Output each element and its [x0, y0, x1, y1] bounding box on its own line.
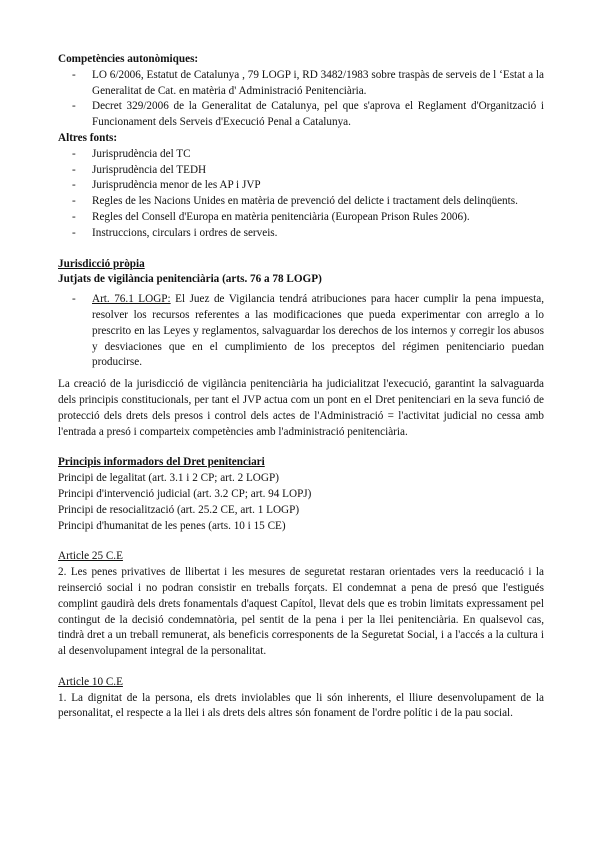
dash-bullet: -	[72, 195, 76, 208]
source-text: Instruccions, circulars i ordres de serveis.	[92, 226, 278, 239]
competencies-list	[58, 68, 544, 131]
source-text: Jurisprudència del TC	[92, 147, 191, 160]
source-text: Jurisprudència menor de les AP i JVP	[92, 179, 261, 192]
list-item	[58, 226, 544, 242]
article10-heading: Article 10 C.E	[58, 675, 123, 688]
list-item	[58, 147, 544, 163]
source-text: Regles del Consell d'Europa en matèria penitenciària (European Prison Rules 2006).	[92, 210, 470, 223]
competencies-heading: Competències autonòmiques:	[58, 53, 199, 65]
jurisdiction-heading: Jurisdicció pròpia	[58, 257, 145, 270]
competency-text: LO 6/2006, Estatut de Catalunya , 79 LOGP i, RD 3482/1983 sobre traspàs de serveis de l ‘Estat a la Generalitat de Cat. en matèria d' Administració Penitenciària.	[92, 68, 544, 97]
document-page	[58, 52, 544, 722]
dash-bullet: -	[72, 293, 76, 306]
competency-text: Decret 329/2006 de la Generalitat de Catalunya, pel que s'aprova el Reglament d'Organització i Funcionament dels Serveis d'Execució Penal a Catalunya.	[92, 100, 544, 129]
jurisdiction-list	[58, 292, 544, 371]
article-reference: Art. 76.1 LOGP:	[92, 293, 171, 306]
dash-bullet: -	[72, 68, 76, 81]
article10-text: 1. La dignitat de la persona, els drets inviolables que li són inherents, el lliure desenvolupament de la personalitat, el respecte a la llei i als drets dels altres són fonament de l'ordre polític i de la pau social.	[58, 691, 544, 720]
principles-heading: Principis informadors del Dret penitenciari	[58, 456, 265, 469]
dash-bullet: -	[72, 179, 76, 192]
list-item	[58, 163, 544, 179]
jurisdiction-subheading: Jutjats de vigilància penitenciària (arts. 76 a 78 LOGP)	[58, 273, 322, 286]
jurisdiction-paragraph: La creació de la jurisdicció de vigilància penitenciària ha judicialitzat l'execució, garantint la salvaguarda dels principis constitucionals, per tant el JVP actua com un pont en el Dret penitenciari en la seva funció de protecció dels drets dels presos i control dels actes de l'Administració = l'activitat judicial no cessa amb l'entrada a presó i comparteix competències amb l'administració penitenciària.	[58, 378, 544, 438]
principle-item: Principi d'humanitat de les penes (arts. 10 i 15 CE)	[58, 519, 286, 532]
source-text: Regles de les Nacions Unides en matèria de prevenció del delicte i tractament dels delinqüents.	[92, 195, 518, 208]
principle-item: Principi de resocialització (art. 25.2 CE, art. 1 LOGP)	[58, 503, 300, 516]
list-item	[58, 194, 544, 210]
list-item	[58, 292, 544, 371]
source-text: Jurisprudència del TEDH	[92, 163, 207, 176]
article25-text: 2. Les penes privatives de llibertat i les mesures de seguretat restaran orientades vers la reeducació i la reinserció social i no podran consistir en treballs forçats. El condemnat a pena de presó que l'estigués complint gaudirà dels drets fonamentals d'aquest Capítol, llevat dels que es trobin limitats expressament pel contingut de la decisió condemnatòria, pel sentit de la pena i per la llei penitenciària. En qualsevol cas, tindrà dret a un treball remunerat, als beneficis corresponents de la Seguretat Social, i a l'accés a la cultura i al desenvolupament integral de la personalitat.	[58, 566, 544, 658]
dash-bullet: -	[72, 147, 76, 160]
other-sources-heading: Altres fonts:	[58, 131, 118, 144]
dash-bullet: -	[72, 226, 76, 239]
dash-bullet: -	[72, 210, 76, 223]
dash-bullet: -	[72, 100, 76, 113]
list-item	[58, 68, 544, 100]
list-item	[58, 99, 544, 131]
principle-item: Principi d'intervenció judicial (art. 3.2 CP; art. 94 LOPJ)	[58, 487, 312, 500]
principle-item: Principi de legalitat (art. 3.1 i 2 CP; art. 2 LOGP)	[58, 472, 279, 485]
dash-bullet: -	[72, 163, 76, 176]
article-quote: El Juez de Vigilancia tendrá atribuciones para hacer cumplir la pena impuesta, resolver los recursos referentes a las modificaciones que pueda experimentar con arreglo a lo prescrito en las Leyes y reglamentos, salvaguardar los derechos de los internos y corregir los abusos y desviaciones que en el cumplimiento de los preceptos del régimen penitenciario puedan producirse.	[92, 293, 544, 369]
other-sources-list	[58, 147, 544, 242]
list-item	[58, 178, 544, 194]
list-item	[58, 210, 544, 226]
article25-heading: Article 25 C.E	[58, 550, 123, 563]
